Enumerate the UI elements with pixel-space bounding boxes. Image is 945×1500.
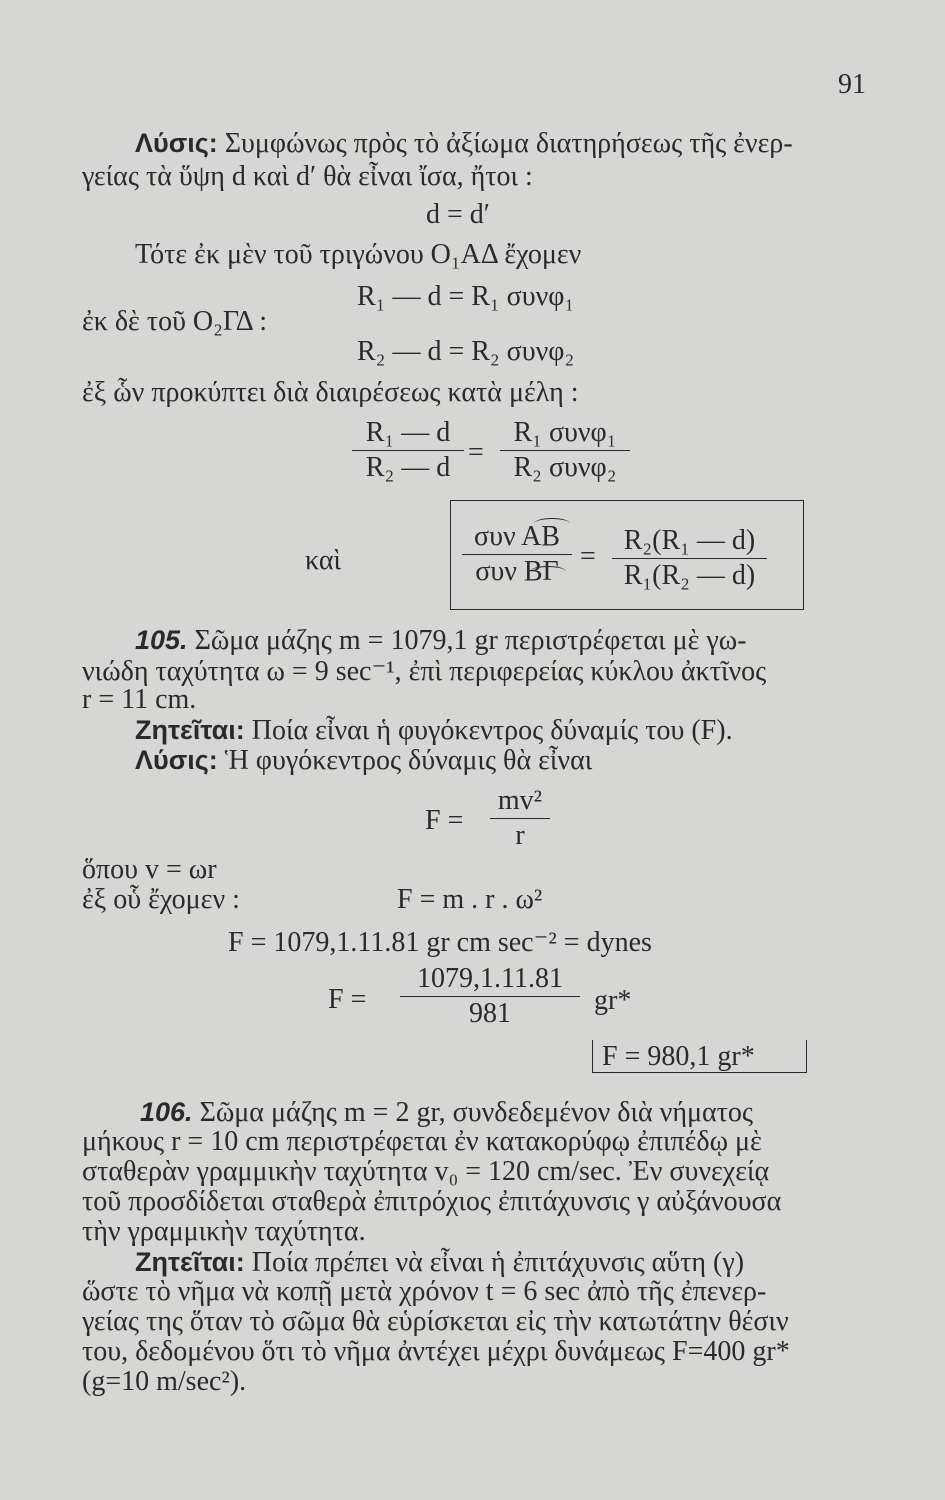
fraction-bar: [490, 818, 550, 819]
fraction-bar: [400, 996, 580, 997]
problem-106-question-5: (g=10 m/sec²).: [82, 1366, 247, 1397]
fraction-right-denominator: R₂ συνφ₂: [513, 452, 617, 483]
problem-105-solution: [135, 745, 592, 776]
and-word: καὶ: [305, 545, 342, 576]
fraction-bar: [612, 558, 767, 559]
problem-105-line-3: r = 11 cm.: [82, 684, 197, 715]
solution-text: Ἡ φυγόκεντρος δύναμις θὰ εἶναι: [224, 745, 593, 776]
fraction-bar: [462, 554, 572, 555]
boxed-fraction-right: [612, 526, 767, 591]
solution-paragraph-1: [135, 128, 793, 159]
question-label: Ζητεῖται:: [135, 715, 245, 745]
problem-105-line-2: νιώδη ταχύτητα ω = 9 sec⁻¹, ἐπὶ περιφερείας κύκλου ἀκτῖνος: [82, 656, 767, 687]
problem-106-question-2: ὥστε τὸ νῆμα νὰ κοπῇ μετὰ χρόνον t = 6 sec ἀπὸ τῆς ἐπενερ-: [82, 1276, 767, 1307]
solution-line-4: ἐκ δὲ τοῦ O₂ΓΔ :: [82, 306, 268, 337]
problem-106-line-5: τὴν γραμμικὴν ταχύτητα.: [82, 1216, 366, 1247]
problem-106-question: [135, 1247, 744, 1278]
problem-106-line-3: σταθερὰν γραμμικὴν ταχύτητα v₀ = 120 cm/sec. Ἐν συνεχείᾳ: [82, 1156, 770, 1187]
page-number: 91: [838, 69, 866, 100]
force-fraction: [490, 786, 550, 851]
equals-sign: =: [580, 541, 596, 572]
question-text: Ποία εἶναι ἡ φυγόκεντρος δύναμίς του (F).: [251, 715, 733, 746]
equation-f-numerator: 1079,1.11.81: [417, 963, 563, 994]
boxed-left-denominator: συν ΒΓ: [475, 556, 559, 587]
problem-106-question-3: γείας της ὅταν τὸ σῶμα θὰ εὑρίσκεται εἰς τὴν κατωτάτην θέσιν: [82, 1306, 789, 1337]
problem-105-question: [135, 715, 733, 746]
boxed-left-numerator: συν ΑΒ: [474, 521, 560, 552]
force-numerator: mv²: [497, 785, 543, 816]
problem-106-question-4: του, δεδομένου ὅτι τὸ νῆμα ἀντέχει μέχρι δυνάμεως F=400 gr*: [82, 1336, 790, 1367]
arc-ab-mark: [534, 518, 570, 529]
question-text-1: Ποία πρέπει νὰ εἶναι ἡ ἐπιτάχυνσις αὕτη (γ): [251, 1247, 745, 1278]
boxed-fraction-left: [462, 522, 572, 587]
equals-sign: =: [468, 437, 484, 468]
fraction-bar: [500, 450, 630, 451]
solution-label: Λύσις:: [135, 128, 218, 158]
equation-d: d = d′: [426, 199, 490, 230]
equation-f-dynes: F = 1079,1.11.81 gr cm sec⁻² = dynes: [228, 927, 652, 958]
solution-line-5: ἐξ ὧν προκύπτει διὰ διαιρέσεως κατὰ μέλη :: [82, 377, 579, 408]
problem-105-text-1: Σῶμα μάζης m = 1079,1 gr περιστρέφεται μὲ γω-: [194, 625, 747, 656]
arc-bg-mark: [530, 566, 566, 577]
where-line: ὅπου v = ωr: [82, 854, 217, 885]
problem-105-line-1: [135, 625, 747, 656]
fraction-bar: [352, 450, 464, 451]
fraction-left-numerator: R₁ — d: [365, 417, 451, 448]
problem-105-number: 105.: [135, 625, 188, 655]
equation-f-lhs: F =: [328, 984, 367, 1015]
question-label: Ζητεῖται:: [135, 1247, 245, 1277]
force-denominator: r: [515, 820, 525, 851]
problem-106-number: 106.: [140, 1097, 193, 1127]
fraction-left-denominator: R₂ — d: [365, 452, 451, 483]
fraction-left: [352, 418, 464, 483]
force-lhs: F =: [425, 805, 464, 836]
equation-f-fraction: [400, 964, 580, 1029]
solution-label: Λύσις:: [135, 745, 218, 775]
fraction-right-numerator: R₁ συνφ₁: [513, 417, 617, 448]
equation-f-denominator: 981: [469, 998, 511, 1029]
problem-106-line-2: μήκους r = 10 cm περιστρέφεται ἐν κατακορύφῳ ἐπιπέδῳ μὲ: [82, 1126, 762, 1157]
result-value: F = 980,1 gr*: [602, 1041, 755, 1072]
boxed-right-denominator: R₁(R₂ — d): [623, 560, 756, 591]
equation-r1: R₁ — d = R₁ συνφ₁: [357, 281, 575, 312]
equation-f-unit: gr*: [594, 985, 632, 1016]
problem-106-line-4: τοῦ προσδίδεται σταθερὰ ἐπιτρόχιος ἐπιτάχυνσις γ αὐξάνουσα: [82, 1186, 782, 1217]
solution-line-2: γείας τὰ ὕψη d καὶ d′ θὰ εἶναι ἴσα, ἤτοι :: [82, 161, 533, 192]
fraction-right: [500, 418, 630, 483]
equation-r2: R₂ — d = R₂ συνφ₂: [357, 336, 575, 367]
problem-106-line-1: [140, 1097, 753, 1128]
problem-106-text-1: Σῶμα μάζης m = 2 gr, συνδεδεμένον διὰ νήματος: [199, 1097, 753, 1128]
solution-line-1: Συμφώνως πρὸς τὸ ἀξίωμα διατηρήσεως τῆς ἐνερ-: [224, 128, 793, 159]
hence-line: ἐξ οὗ ἔχομεν :: [82, 884, 240, 915]
equation-f-mrw: F = m . r . ω²: [397, 884, 543, 915]
solution-line-3: Τότε ἐκ μὲν τοῦ τριγώνου O₁ΑΔ ἔχομεν: [135, 239, 582, 270]
boxed-right-numerator: R₂(R₁ — d): [623, 525, 756, 556]
